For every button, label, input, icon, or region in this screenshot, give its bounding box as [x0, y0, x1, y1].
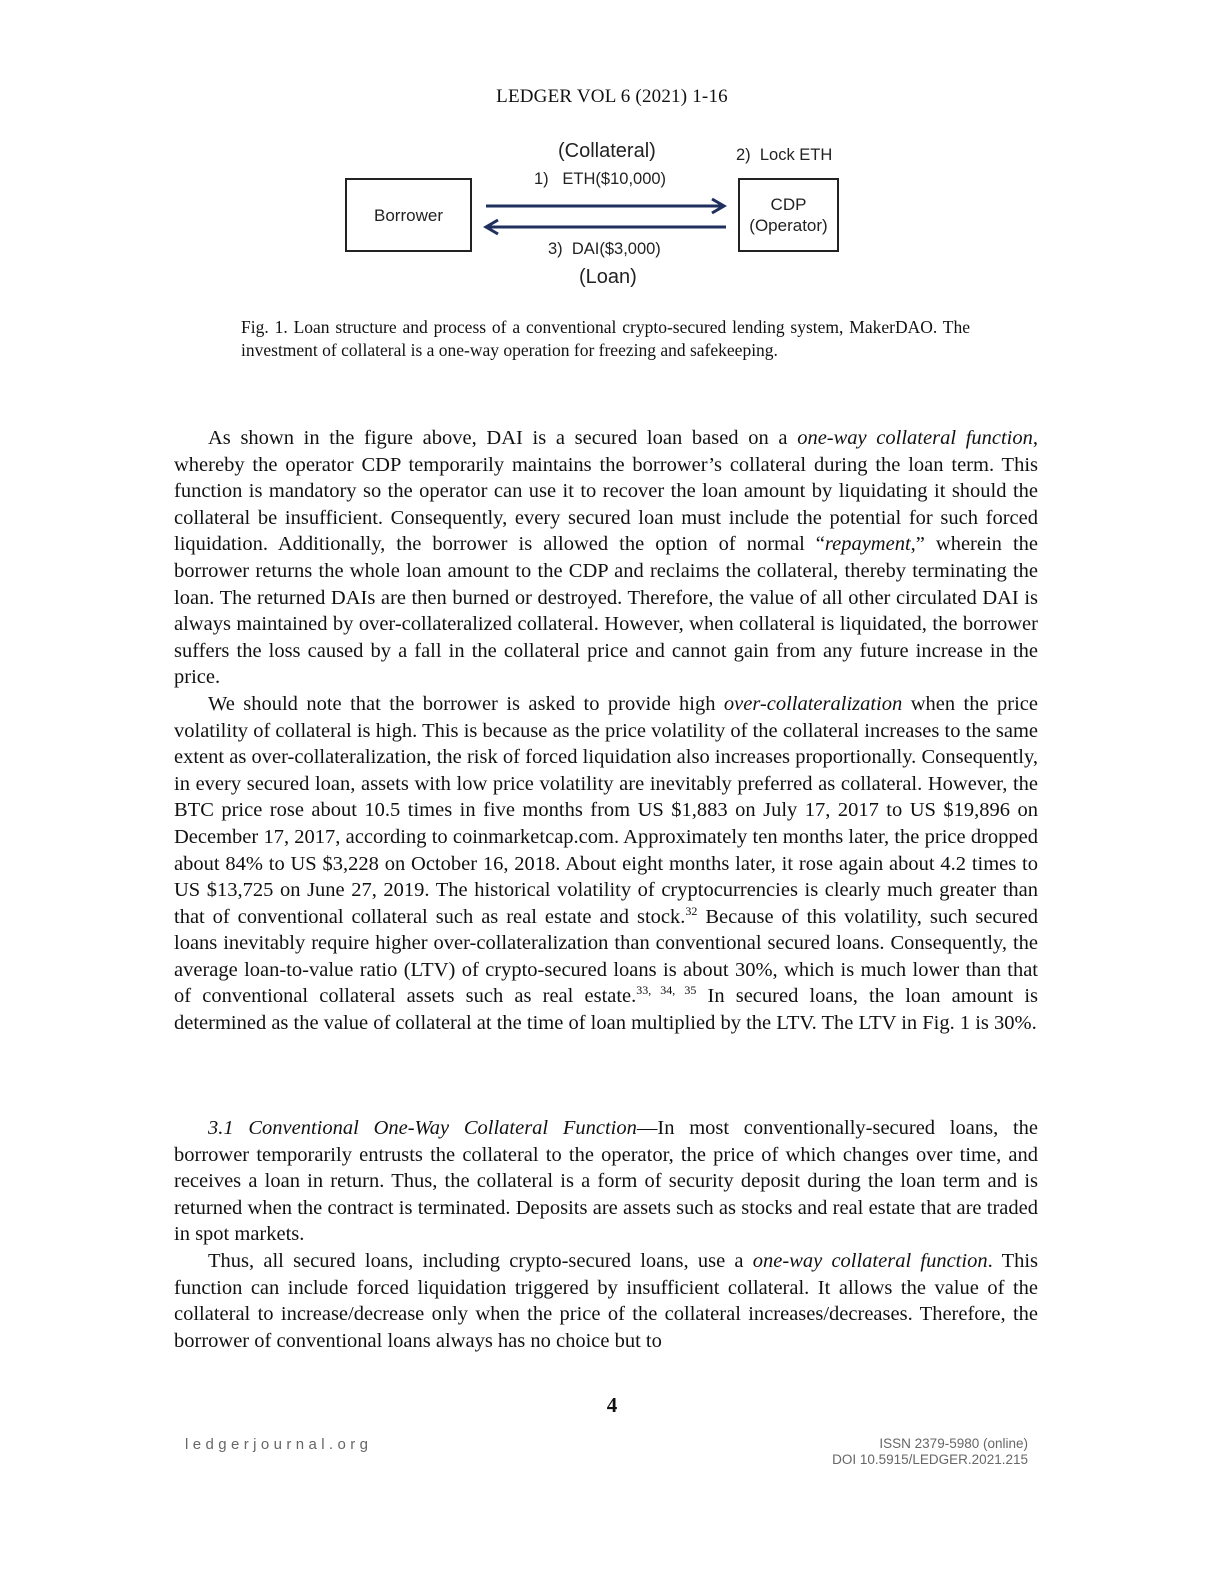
footer-site-link[interactable]: ledgerjournal.org: [185, 1436, 373, 1453]
borrower-box: [345, 178, 472, 252]
cdp-label: CDP: [770, 195, 807, 214]
issn: ISSN 2379-5980 (online): [879, 1436, 1028, 1451]
collateral-label: (Collateral): [558, 140, 656, 162]
running-header: LEDGER VOL 6 (2021) 1-16: [496, 86, 728, 107]
emphasis: over-collateralization: [723, 692, 903, 715]
step3-label: 3) DAI($3,000): [548, 240, 661, 258]
emphasis: one-way collateral function: [752, 1249, 988, 1272]
operator-label: (Operator): [749, 216, 828, 235]
citation-ref[interactable]: 33, 34, 35: [636, 983, 697, 998]
section-3-1: [174, 1115, 1038, 1354]
step1-label: 1) ETH($10,000): [534, 170, 667, 188]
footer-identifiers: [832, 1436, 1028, 1468]
step2-label: 2) Lock ETH: [736, 146, 833, 164]
paragraph: As shown in the figure above, DAI is a secured loan based on a one-way collateral function, whereby the operator CDP temporarily maintains the borrower’s collateral during the loan term. This function is mandatory so the operator can use it to recover the loan amount by liquidating it should the collateral be insufficient. Consequently, every secured loan must include the potential for such forced liquidation. Additionally, the borrower is allowed the option of normal “repayment,” wherein the borrower returns the whole loan amount to the CDP and reclaims the collateral, thereby terminating the loan. The returned DAIs are then burned or destroyed. Therefore, the value of all other circulated DAI is always maintained by over-collateralized collateral. However, when collateral is liquidated, the borrower suffers the loss caused by a fall in the collateral price and cannot gain from any future increase in the price.: [174, 427, 1039, 689]
page-number: 4: [606, 1393, 618, 1417]
paragraph: 3.1 Conventional One-Way Collateral Function—In most conventionally-secured loans, the borrower temporarily entrusts the collateral to the operator, the price of which changes over time, and receives a loan in return. Thus, the collateral is a form of security deposit during the loan term and is returned when the contract is terminated. Deposits are assets such as stocks and real estate that are traded in spot markets.: [174, 1117, 1038, 1246]
section-intro: [174, 425, 1038, 1037]
paragraph: Thus, all secured loans, including crypto-secured loans, use a one-way collateral function. This function can include forced liquidation triggered by insufficient collateral. It allows the value of the collateral to increase/decrease only when the price of the collateral increases/decreases. Therefore, the borrower of conventional loans always has no choice but to: [174, 1249, 1039, 1352]
citation-ref[interactable]: 32: [685, 903, 698, 918]
loan-arrow: [486, 220, 726, 234]
loan-label: (Loan): [579, 266, 637, 288]
cdp-operator-box: [738, 178, 839, 252]
borrower-label: Borrower: [374, 205, 443, 225]
doi[interactable]: DOI 10.5915/LEDGER.2021.215: [832, 1452, 1028, 1467]
figure-loan-structure: [330, 130, 860, 300]
figure-caption: Fig. 1. Loan structure and process of a conventional crypto-secured lending system, MakerDAO. The investment of collateral is a one-way operation for freezing and safekeeping.: [241, 317, 970, 360]
emphasis: one-way collateral function: [797, 427, 1033, 449]
collateral-arrow: [486, 199, 724, 213]
section-heading: 3.1 Conventional One-Way Collateral Function: [208, 1117, 637, 1139]
emphasis: repayment: [824, 533, 911, 556]
paragraph: We should note that the borrower is asked to provide high over-collateralization when the price volatility of collateral is high. This is because as the price volatility of the collateral increases to the same extent as over-collateralization, the risk of forced liquidation also increases proportionally. Consequently, in every secured loan, assets with low price volatility are inevitably preferred as collateral. However, the BTC price rose about 10.5 times in five months from US $1,883 on July 17, 2017 to US $19,896 on December 17, 2017, according to coinmarketcap.com. Approximately ten months later, the price dropped about 84% to US $3,228 on October 16, 2018. About eight months later, it rose again about 4.2 times to US $13,725 on June 27, 2019. The historical volatility of cryptocurrencies is clearly much greater than that of conventional collateral such as real estate and stock.$^{32}$ Because of this volatility, such secured loans inevitably require higher over-collateralization than conventional secured loans. Consequently, the average loan-to-value ratio (LTV) of crypto-secured loans is about 30%, which is much lower than that of conventional collateral assets such as real estate.$^{33, 34, 35}$ In secured loans, the loan amount is determined as the value of collateral at the time of loan multiplied by the LTV. The LTV in Fig. 1 is 30%.: [174, 692, 1038, 1035]
